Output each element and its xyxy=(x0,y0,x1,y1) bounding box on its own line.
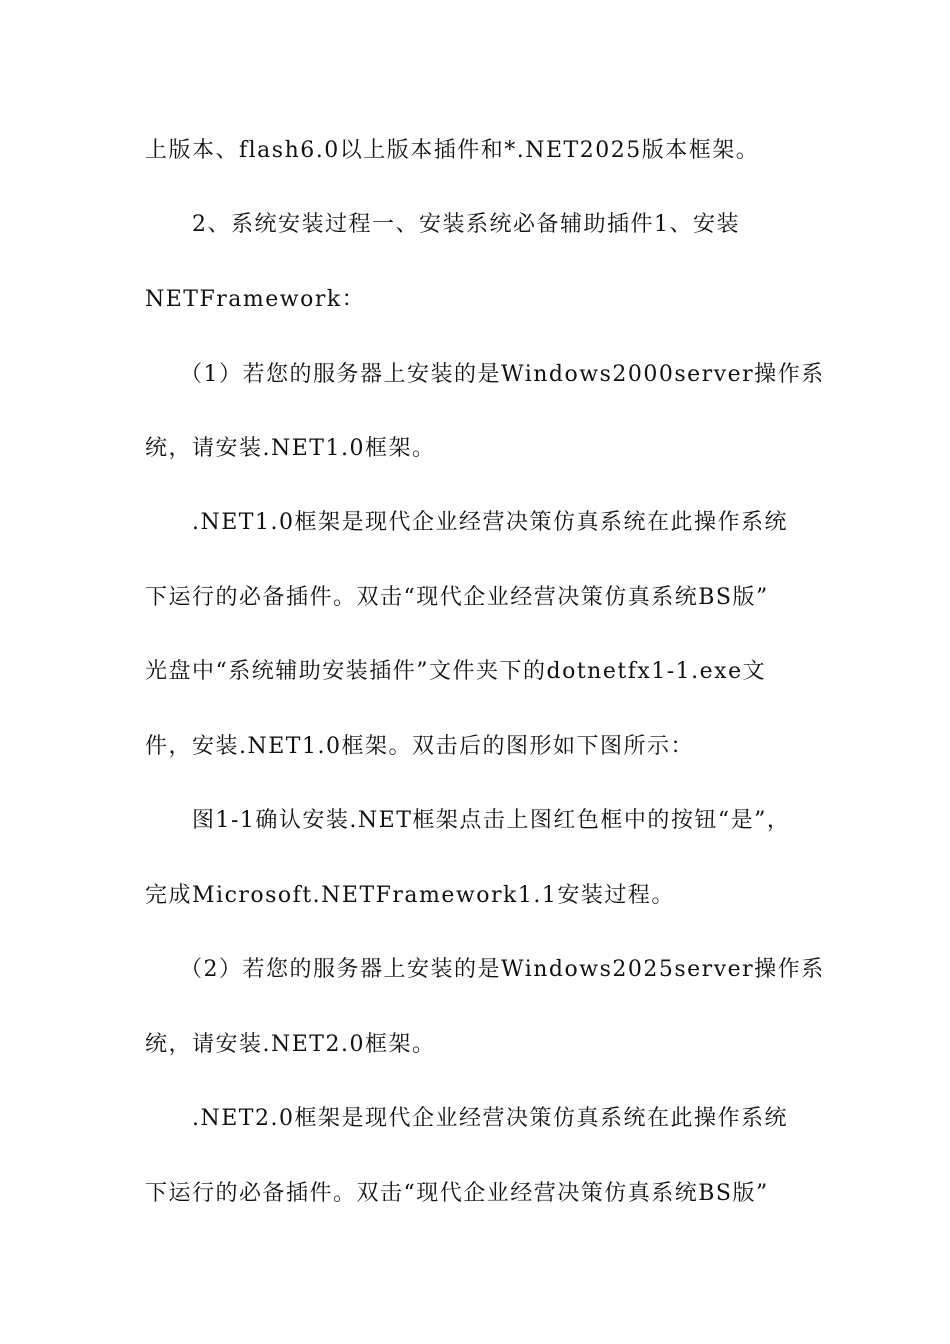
text-line-5: 统，请安装.NET1.0框架。 xyxy=(145,436,436,461)
text-line-11: 完成Microsoft.NETFramework1.1安装过程。 xyxy=(145,883,675,908)
text-line-9: 件，安装.NET1.0框架。双击后的图形如下图所示： xyxy=(145,734,694,759)
text-line-14: .NET2.0框架是现代企业经营决策仿真系统在此操作系统 xyxy=(192,1106,788,1131)
text-line-8: 光盘中“系统辅助安装插件”文件夹下的dotnetfx1-1.exe文 xyxy=(145,659,767,684)
text-line-7: 下运行的必备插件。双击“现代企业经营决策仿真系统BS版” xyxy=(145,585,769,610)
text-line-3: NETFramework： xyxy=(145,287,366,312)
text-line-6: .NET1.0框架是现代企业经营决策仿真系统在此操作系统 xyxy=(192,510,788,535)
text-line-15: 下运行的必备插件。双击“现代企业经营决策仿真系统BS版” xyxy=(145,1181,769,1206)
text-line-13: 统，请安装.NET2.0框架。 xyxy=(145,1032,436,1057)
text-line-1: 上版本、flash6.0以上版本插件和*.NET2025版本框架。 xyxy=(145,138,760,163)
text-line-4: （1）若您的服务器上安装的是Windows2000server操作系 xyxy=(180,362,825,387)
text-line-2: 2、系统安装过程一、安装系统必备辅助插件1、安装 xyxy=(192,212,740,237)
text-line-10: 图1-1确认安装.NET框架点击上图红色框中的按钮“是”， xyxy=(192,808,791,833)
text-line-12: （2）若您的服务器上安装的是Windows2025server操作系 xyxy=(180,957,825,982)
